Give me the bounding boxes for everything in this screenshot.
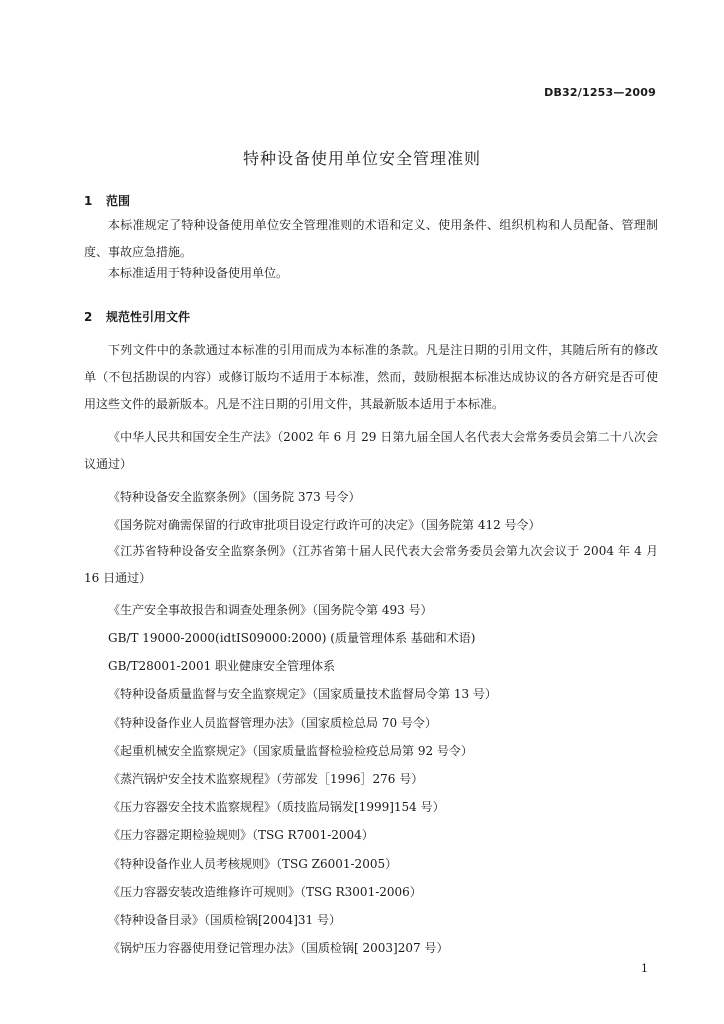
reference-item: 《生产安全事故报告和调查处理条例》（国务院令第 493 号） xyxy=(108,603,433,617)
reference-item: 《特种设备作业人员监督管理办法》（国家质检总局 70 号令） xyxy=(108,716,437,730)
section-2-number: 2 xyxy=(84,310,93,324)
reference-item: 《特种设备安全监察条例》（国务院 373 号令） xyxy=(108,490,361,504)
reference-item: 《压力容器安全技术监察规程》（质技监局锅发[1999]154 号） xyxy=(108,800,445,814)
section-1-number: 1 xyxy=(84,194,93,208)
section-1-title: 范围 xyxy=(106,194,131,208)
reference-item: 《锅炉压力容器使用登记管理办法》（国质检锅[ 2003]207 号） xyxy=(108,941,449,955)
section-2-title: 规范性引用文件 xyxy=(106,310,191,324)
reference-item: 《蒸汽锅炉安全技术监察规程》（劳部发［1996］276 号） xyxy=(108,772,424,786)
reference-item: 《压力容器定期检验规则》（TSG R7001-2004） xyxy=(108,828,374,842)
reference-item: GB/T 19000-2000(idtIS09000:2000) (质量管理体系 基础和术语) xyxy=(108,631,476,645)
reference-item: 《特种设备作业人员考核规则》（TSG Z6001-2005） xyxy=(108,857,398,871)
reference-item: 《特种设备目录》（国质检锅[2004]31 号） xyxy=(108,913,341,927)
section-1-paragraph-2: 本标准适用于特种设备使用单位。 xyxy=(108,266,289,280)
reference-item: 《特种设备质量监督与安全监察规定》（国家质量技术监督局令第 13 号） xyxy=(108,687,497,701)
section-2-intro: 下列文件中的条款通过本标准的引用而成为本标准的条款。凡是注日期的引用文件，其随后所有的修改单（不包括勘误的内容）或修订版均不适用于本标准，然而，鼓励根据本标准达成协议的各方研究是否可使用这些文件的最新版本。凡是不注日期的引用文件，其最新版本适用于本标准。 xyxy=(84,343,658,411)
reference-item: 《江苏省特种设备安全监察条例》（江苏省第十届人民代表大会常务委员会第九次会议于 2004 年 4 月 16 日通过） xyxy=(84,544,658,585)
reference-item: 《起重机械安全监察规定》（国家质量监督检验检疫总局第 92 号令） xyxy=(108,744,473,758)
page-title: 特种设备使用单位安全管理准则 xyxy=(242,149,481,168)
section-1-paragraph-1: 本标准规定了特种设备使用单位安全管理准则的术语和定义、使用条件、组织机构和人员配备、管理制度、事故应急措施。 xyxy=(84,218,658,259)
reference-item: 《压力容器安装改造维修许可规则》（TSG R3001-2006） xyxy=(108,885,422,899)
section-2-heading xyxy=(84,308,190,325)
page-number: 1 xyxy=(641,962,648,975)
reference-item: GB/T28001-2001 职业健康安全管理体系 xyxy=(108,659,336,673)
document-code: DB32/1253—2009 xyxy=(544,86,656,99)
reference-item: 《国务院对确需保留的行政审批项目设定行政许可的决定》（国务院第 412 号令） xyxy=(108,518,541,532)
section-1-heading xyxy=(84,192,130,209)
reference-item: 《中华人民共和国安全生产法》（2002 年 6 月 29 日第九届全国人名代表大会常务委员会第二十八次会议通过） xyxy=(84,430,658,471)
